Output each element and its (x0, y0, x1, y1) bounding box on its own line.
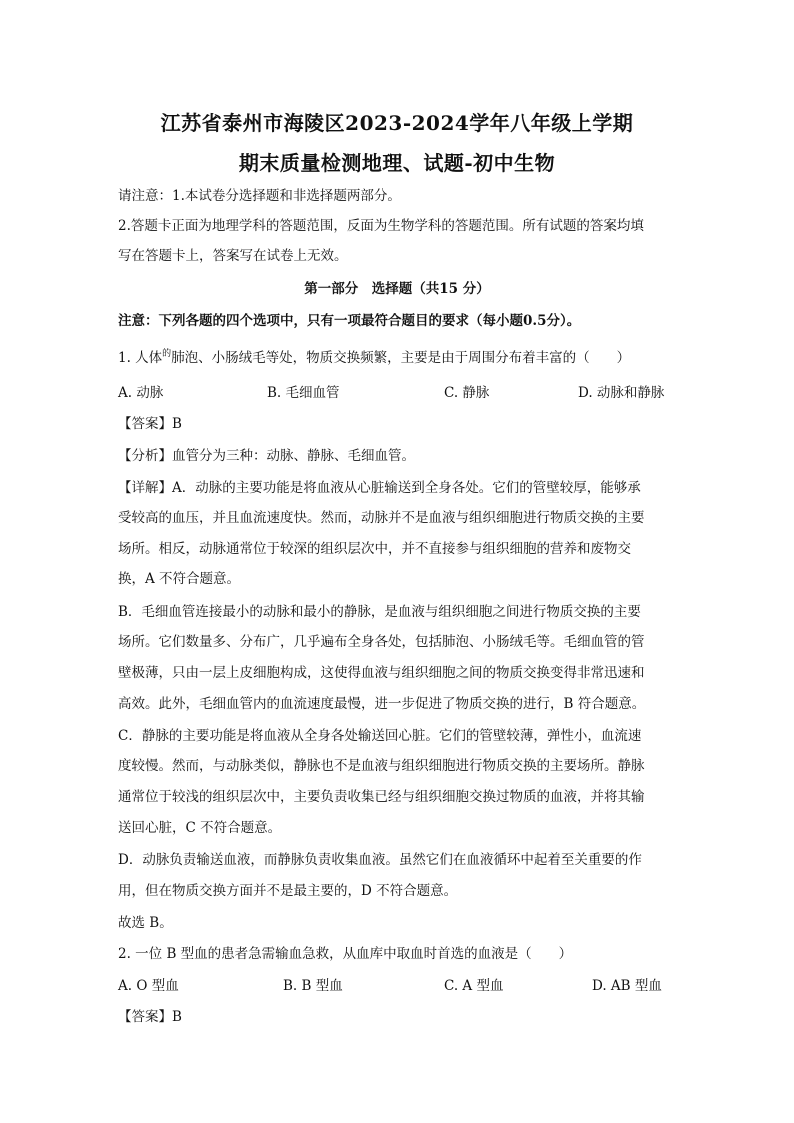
q1-answer: 【答案】B (118, 416, 182, 432)
q1-detail-line: 场所。它们数量多、分布广，几乎遍布全身各处，包括肺泡、小肠绒毛等。毛细血管的管 (118, 634, 645, 650)
q1-detail-line: C．静脉的主要功能是将血液从全身各处输送回心脏。它们的管壁较薄，弹性小，血流速 (118, 728, 642, 744)
q1-stem-mark: 的 (162, 349, 172, 359)
q1-detail-line: 受较高的血压，并且血流速度快。然而，动脉并不是血液与组织细胞进行物质交换的主要 (118, 510, 645, 526)
q1-detail-line: B．毛细血管连接最小的动脉和最小的静脉，是血液与组织细胞之间进行物质交换的主要 (118, 604, 641, 620)
q1-detail-line: D．动脉负责输送血液，而静脉负责收集血液。虽然它们在血液循环中起着至关重要的作 (118, 852, 642, 868)
title-line-1: 江苏省泰州市海陵区2023-2024学年八年级上学期 (160, 111, 634, 135)
q1-detail-line: 通常位于较浅的组织层次中，主要负责收集已经与组织细胞交换过物质的血液，并将其输 (118, 789, 645, 805)
q1-detail-line: 壁极薄，只由一层上皮细胞构成，这使得血液与组织细胞之间的物质交换变得非常迅速和 (118, 665, 645, 681)
notice-2b: 写在答题卡上，答案写在试卷上无效。 (118, 248, 348, 264)
notice-2a: 2.答题卡正面为地理学科的答题范围，反面为生物学科的答题范围。所有试题的答案均填 (118, 218, 644, 234)
q1-option-d: D. 动脉和静脉 (578, 385, 665, 401)
q2-stem: 2. 一位 B 型血的患者急需输血急救，从血库中取血时首选的血液是（ ） (118, 946, 573, 962)
notice-1: 请注意：1.本试卷分选择题和非选择题两部分。 (118, 188, 401, 204)
q1-option-a: A. 动脉 (118, 385, 164, 401)
q1-detail-line: 高效。此外，毛细血管内的血流速度最慢，进一步促进了物质交换的进行，B 符合题意。 (118, 696, 646, 712)
part1-heading: 第一部分 选择题（共15 分） (304, 281, 490, 297)
q2-answer: 【答案】B (118, 1009, 182, 1025)
q2-option-d: D. AB 型血 (592, 978, 662, 994)
q2-option-b: B. B 型血 (283, 978, 343, 994)
part1-note: 注意：下列各题的四个选项中，只有一项最符合题目的要求（每小题0.5分）。 (118, 313, 581, 329)
q1-detail-line: 换，A 不符合题意。 (118, 571, 241, 587)
q1-option-c: C. 静脉 (444, 385, 490, 401)
q1-detail-line: 用，但在物质交换方面并不是最主要的，D 不符合题意。 (118, 883, 458, 899)
q1-detail-line: 场所。相反，动脉通常位于较深的组织层次中，并不直接参与组织细胞的营养和废物交 (118, 541, 631, 557)
q1-detail-line: 【详解】A．动脉的主要功能是将血液从心脏输送到全身各处。它们的管壁较厚，能够承 (118, 480, 641, 496)
q1-detail-line: 送回心脏，C 不符合题意。 (118, 820, 282, 836)
q1-conclusion: 故选 B。 (118, 915, 173, 931)
q1-stem-end: 肺泡、小肠绒毛等处，物质交换频繁，主要是由于周围分布着丰富的（ ） (171, 350, 631, 366)
q2-option-c: C. A 型血 (444, 978, 504, 994)
q1-detail-line: 度较慢。然而，与动脉类似，静脉也不是血液与组织细胞进行物质交换的主要场所。静脉 (118, 758, 645, 774)
title-line-2: 期末质量检测地理、试题-初中生物 (238, 151, 556, 175)
q1-stem-start: 1. 人体 (118, 350, 163, 366)
q2-option-a: A. O 型血 (118, 978, 179, 994)
q1-option-b: B. 毛细血管 (267, 385, 340, 401)
q1-stem (118, 350, 630, 368)
q1-analysis: 【分析】血管分为三种：动脉、静脉、毛细血管。 (118, 448, 415, 464)
